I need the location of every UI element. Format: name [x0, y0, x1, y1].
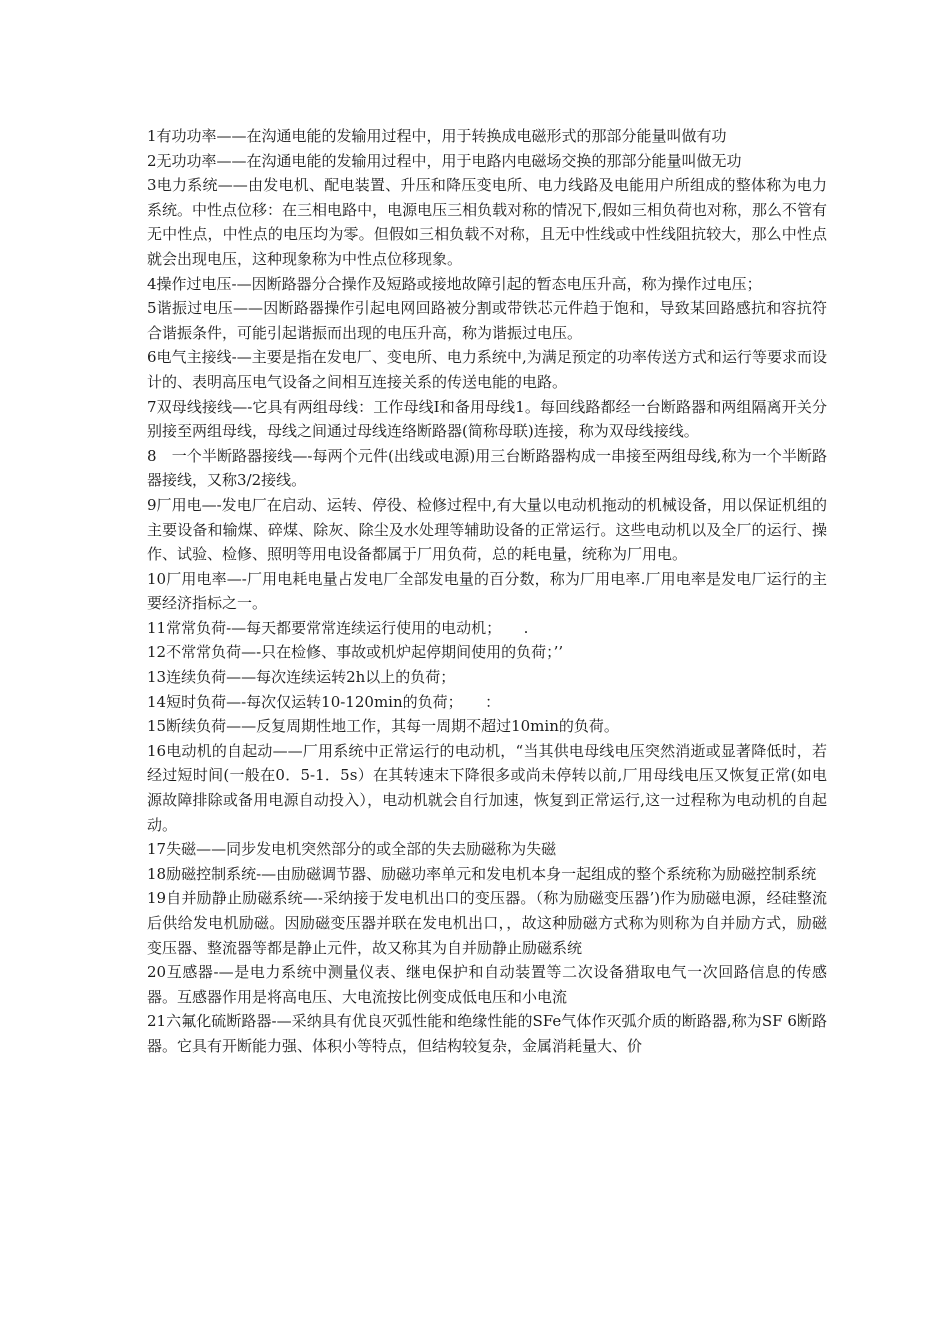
- paragraph-12: 12不常常负荷—-只在检修、事故或机炉起停期间使用的负荷；’’: [147, 643, 564, 662]
- paragraph-14: 14短时负荷—-每次仅运转10-120min的负荷； ：: [147, 692, 501, 711]
- paragraph-20: 20互感器-—是电力系统中测量仪表、继电保护和自动装置等二次设备猎取电气一次回路信息的传感器。互感器作用是将高电压、大电流按比例变成低电压和小电流: [147, 963, 827, 1006]
- paragraph-4: 4操作过电压-—因断路器分合操作及短路或接地故障引起的暂态电压升高，称为操作过电压；: [147, 274, 762, 293]
- paragraph-5: 5谐振过电压——因断路器操作引起电网回路被分割或带铁芯元件趋于饱和，导致某回路感抗和容抗符合谐振条件，可能引起谐振而出现的电压升高，称为谐振过电压。: [147, 299, 827, 342]
- paragraph-1: 1有功功率——在沟通电能的发输用过程中，用于转换成电磁形式的那部分能量叫做有功: [147, 127, 727, 145]
- paragraph-15: 15断续负荷——反复周期性地工作，其每一周期不超过10min的负荷。: [147, 717, 619, 736]
- paragraph-13: 13连续负荷——每次连续运转2h以上的负荷；: [147, 668, 456, 687]
- paragraph-17: 17失磁——同步发电机突然部分的或全部的失去励磁称为失磁: [147, 840, 557, 859]
- document-body: [147, 124, 827, 1059]
- paragraph-8: 8 一个半断路器接线—-每两个元件(出线或电源)用三台断路器构成一串接至两组母线,称为一个半断路器接线，又称3/2接线。: [147, 446, 827, 490]
- paragraph-19: 19自并励静止励磁系统—-采纳接于发电机出口的变压器。（称为励磁变压器’)作为励磁电源，经硅整流后供给发电机励磁。因励磁变压器并联在发电机出口，，故这种励磁方式称为则称为自并励方式，励磁变压器、整流器等都是静止元件，故又称其为自并励静止励磁系统: [147, 889, 827, 957]
- paragraph-9: 9厂用电—-发电厂在启动、运转、停役、检修过程中,有大量以电动机拖动的机械设备，用以保证机组的主要设备和输煤、碎煤、除灰、除尘及水处理等辅助设备的正常运行。这些电动机以及全厂的运行、操作、试验、检修、照明等用电设备都属于厂用负荷，总的耗电量，统称为厂用电。: [147, 495, 827, 564]
- paragraph-3: 3电力系统——由发电机、配电装置、升压和降压变电所、电力线路及电能用户所组成的整体称为电力系统。中性点位移：在三相电路中，电源电压三相负载对称的情况下,假如三相负荷也对称，那么不管有无中性点，中性点的电压均为零。但假如三相负载不对称，且无中性线或中性线阻抗较大，那么中性点就会出现电压，这种现象称为中性点位移现象。: [147, 176, 827, 268]
- paragraph-11: 11常常负荷-—每天都要常常连续运行使用的电动机； .: [147, 618, 529, 637]
- paragraph-10: 10厂用电率—-厂用电耗电量占发电厂全部发电量的百分数，称为厂用电率.厂用电率是发电厂运行的主要经济指标之一。: [147, 569, 827, 613]
- paragraph-6: 6电气主接线-—主要是指在发电厂、变电所、电力系统中,为满足预定的功率传送方式和运行等要求而设计的、表明高压电气设备之间相互连接关系的传送电能的电路。: [147, 348, 827, 391]
- paragraph-7: 7双母线接线—-它具有两组母线：工作母线I和备用母线1。每回线路都经一台断路器和两组隔离开关分别接至两组母线，母线之间通过母线连络断路器(简称母联)连接，称为双母线接线。: [147, 397, 827, 441]
- paragraph-2: 2无功功率——在沟通电能的发输用过程中，用于电路内电磁场交换的那部分能量叫做无功: [147, 151, 742, 170]
- paragraph-21: 21六氟化硫断路器-—采纳具有优良灭弧性能和绝缘性能的SFe气体作灭弧介质的断路器,称为SF 6断路器。它具有开断能力强、体积小等特点，但结构较复杂，金属消耗量大、价: [147, 1012, 827, 1055]
- paragraph-18: 18励磁控制系统-—由励磁调节器、励磁功率单元和发电机本身一起组成的整个系统称为励磁控制系统: [147, 864, 817, 883]
- paragraph-16: 16电动机的自起动——厂用系统中正常运行的电动机，“当其供电母线电压突然消逝或显著降低时，若经过短时间(一般在0．5-1．5s）在其转速末下降很多或尚未停转以前,厂用母线电压又恢复正常(如电源故障排除或备用电源自动投入），电动机就会自行加速，恢复到正常运行,这一过程称为电动机的自起动。: [147, 741, 827, 834]
